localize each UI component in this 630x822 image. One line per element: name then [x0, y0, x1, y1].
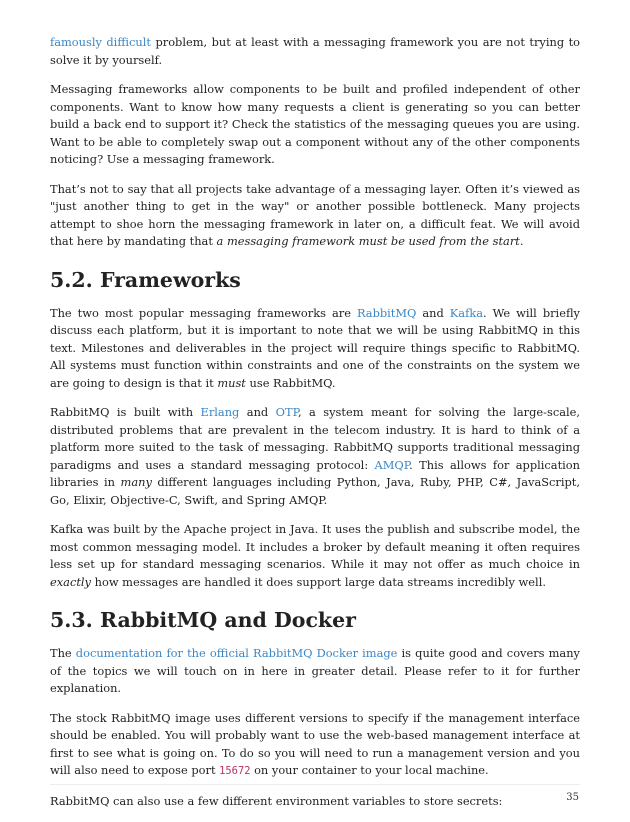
section-heading-frameworks: 5.2. Frameworks: [50, 267, 241, 292]
paragraph-two-popular-frameworks: [50, 305, 580, 393]
paragraph-text: and: [239, 405, 276, 419]
paragraph-messaging-frameworks: Messaging frameworks allow components to be built and profiled independent of other components. Want to know how many requests a client is generating so you can better build a back end to support it? Check the statistics of the messaging queues you are using. Want to be able to completely swap out a component without any of the other components noticing? Use a messaging framework.: [50, 82, 580, 166]
amqp-link[interactable]: AMQP: [374, 457, 410, 472]
paragraph-text: Kafka was built by the Apache project in Java. It uses the publish and subscribe model, the most common messaging model. It includes a broker by default meaning it often requires less set up for standard messaging scenarios. While it may not offer as much choice in: [50, 522, 580, 571]
paragraph-text: on your container to your local machine.: [250, 763, 489, 777]
emphasis-text: must: [217, 375, 246, 390]
paragraph-rabbitmq-built-with: [50, 404, 580, 509]
paragraph-documentation: [50, 645, 580, 698]
paragraph-text: use RabbitMQ.: [245, 375, 336, 390]
paragraph-text: and: [416, 305, 450, 320]
emphasis-text: many: [120, 475, 152, 489]
paragraph-text: is quite good and covers many of the topics we will touch on in here in greater detail. Please refer to it for further explanation.: [50, 646, 580, 695]
page-content: [50, 34, 580, 822]
paragraph-text: . This allows for application libraries in: [50, 457, 580, 489]
paragraph-famously-difficult: [50, 34, 580, 69]
paragraph-text: . We will briefly discuss each platform, but it is important to note that we will be using RabbitMQ in this text. Milestones and deliverables in the project will require things specific to RabbitMQ. All systems must function within constraints and one of the constraints on the system we are going to design is that it: [50, 305, 580, 390]
erlang-link[interactable]: Erlang: [200, 405, 240, 419]
paragraph-text: problem, but at least with a messaging framework you are not trying to solve it by yourself.: [50, 35, 581, 67]
paragraph-not-all-projects: [50, 181, 580, 251]
paragraph-kafka: [50, 521, 580, 591]
paragraph-text: The two most popular messaging frameworks are: [50, 305, 357, 320]
paragraph-stock-image: [50, 710, 580, 781]
port-code: 15672: [219, 765, 251, 777]
famously-difficult-link[interactable]: famously difficult: [50, 35, 151, 49]
paragraph-env-variables: RabbitMQ can also use a few different environment variables to store secrets:: [50, 793, 503, 808]
footer-divider: [50, 784, 580, 785]
docker-docs-link[interactable]: documentation for the official RabbitMQ Docker image: [75, 646, 398, 660]
paragraph-text: That’s not to say that all projects take advantage of a messaging layer. Often it’s viewed as "just another thing to get in the way" or another possible bottleneck. Many projects attempt to shoe horn the messaging framework in later on, a difficult feat. We will avoid that here by mandating that: [50, 181, 580, 248]
paragraph-text: how messages are handled it does support large data streams incredibly well.: [91, 574, 546, 589]
emphasis-text: a messaging framework must be used from the start.: [216, 234, 524, 248]
rabbitmq-link[interactable]: RabbitMQ: [356, 305, 417, 320]
paragraph-text: RabbitMQ is built with: [50, 405, 201, 419]
paragraph-text: , a system meant for solving the large-scale, distributed problems that are prevalent in the telecom industry. It is hard to think of a platform more suited to the task of messaging. RabbitMQ supports traditional messaging paradigms and uses a standard messaging protocol:: [50, 405, 580, 472]
paragraph-text: The: [50, 646, 76, 660]
paragraph-text: The stock RabbitMQ image uses different versions to specify if the management interface should be enabled. You will probably want to use the web-based management interface at first to see what is going on. To do so you will need to run a management version and you will also need to expose port: [50, 710, 580, 777]
paragraph-text: different languages including Python, Java, Ruby, PHP, C#, JavaScript, Go, Elixir, Objective-C, Swift, and Spring AMQP.: [50, 475, 580, 507]
otp-link[interactable]: OTP: [275, 405, 298, 419]
emphasis-text: exactly: [50, 574, 91, 589]
page-number: 35: [566, 792, 579, 803]
section-heading-rabbitmq-docker: 5.3. RabbitMQ and Docker: [50, 608, 356, 632]
kafka-link[interactable]: Kafka: [449, 305, 484, 320]
